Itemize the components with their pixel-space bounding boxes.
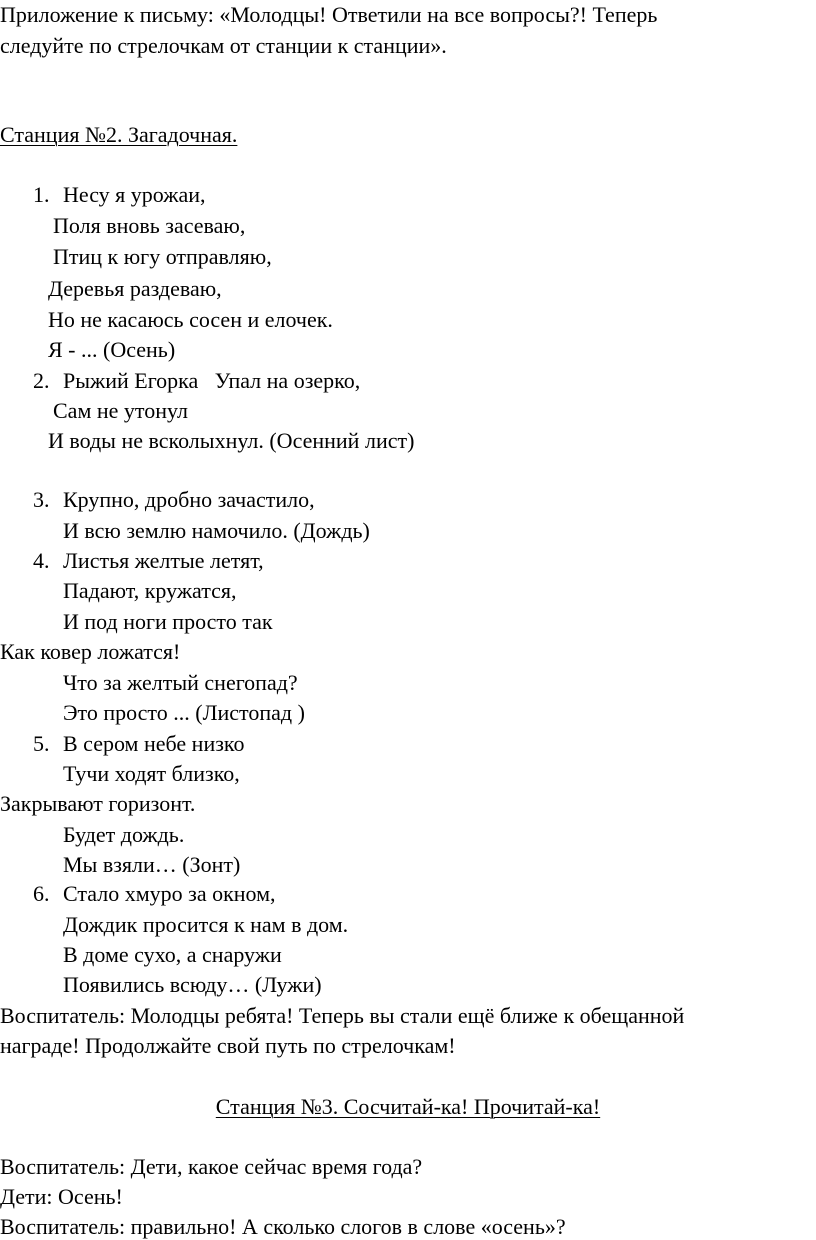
dialogue-line: Воспитатель: Дети, какое сейчас время года? (0, 1154, 423, 1179)
riddle-line: Птиц к югу отправляю, (53, 244, 272, 269)
riddle-line: Будет дождь. (63, 822, 185, 847)
riddle-line: Сам не утонул (53, 398, 189, 423)
dialogue-line: Воспитатель: правильно! А сколько слогов в слове «осень»? (0, 1214, 566, 1239)
riddle-line: И под ноги просто так (63, 609, 273, 634)
riddle-number: 6. (33, 881, 50, 906)
riddle-line: Дождик просится к нам в дом. (63, 912, 349, 937)
teacher-closing-line: награде! Продолжайте свой путь по стрелочкам! (0, 1033, 456, 1058)
riddle-number: 2. (33, 368, 50, 393)
riddle-line: Это просто ... (Листопад ) (63, 700, 305, 725)
riddle-line: Листья желтые летят, (63, 548, 264, 573)
riddle-number: 3. (33, 487, 50, 512)
riddle-number: 4. (33, 548, 50, 573)
riddle-line: Закрывают горизонт. (0, 791, 196, 816)
riddle-line: Несу я урожаи, (63, 182, 206, 207)
station-3-heading: Станция №3. Сосчитай-ка! Прочитай-ка! (215, 1094, 601, 1119)
riddle-line: Деревья раздеваю, (48, 276, 222, 301)
riddle-line: В доме сухо, а снаружи (63, 942, 282, 967)
riddle-line: Мы взяли… (Зонт) (63, 852, 241, 877)
riddle-line: Но не касаюсь сосен и елочек. (48, 307, 333, 332)
riddle-line: Рыжий Егорка Упал на озерко, (63, 368, 361, 393)
riddle-line: Тучи ходят близко, (63, 761, 240, 786)
riddle-line: Появились всюду… (Лужи) (63, 972, 322, 997)
riddle-line: И всю землю намочило. (Дождь) (63, 518, 370, 543)
riddle-line: И воды не всколыхнул. (Осенний лист) (48, 428, 415, 453)
riddle-line: В сером небе низко (63, 731, 245, 756)
riddle-line: Стало хмуро за окном, (63, 881, 276, 906)
riddle-line: Падают, кружатся, (63, 578, 237, 603)
riddle-number: 1. (33, 182, 50, 207)
riddle-line: Поля вновь засеваю, (53, 213, 246, 238)
riddle-line: Что за желтый снегопад? (63, 670, 298, 695)
riddle-line: Как ковер ложатся! (0, 639, 181, 664)
dialogue-line: Дети: Осень! (0, 1184, 123, 1209)
riddle-number: 5. (33, 731, 50, 756)
intro-line: Приложение к письму: «Молодцы! Ответили на все вопросы?! Теперь (0, 2, 658, 27)
station-2-heading: Станция №2. Загадочная. (0, 122, 238, 147)
riddle-line: Я - ... (Осень) (48, 337, 176, 362)
riddle-line: Крупно, дробно зачастило, (63, 487, 315, 512)
intro-line: следуйте по стрелочкам от станции к станции». (0, 33, 447, 58)
teacher-closing-line: Воспитатель: Молодцы ребята! Теперь вы стали ещё ближе к обещанной (0, 1003, 685, 1028)
